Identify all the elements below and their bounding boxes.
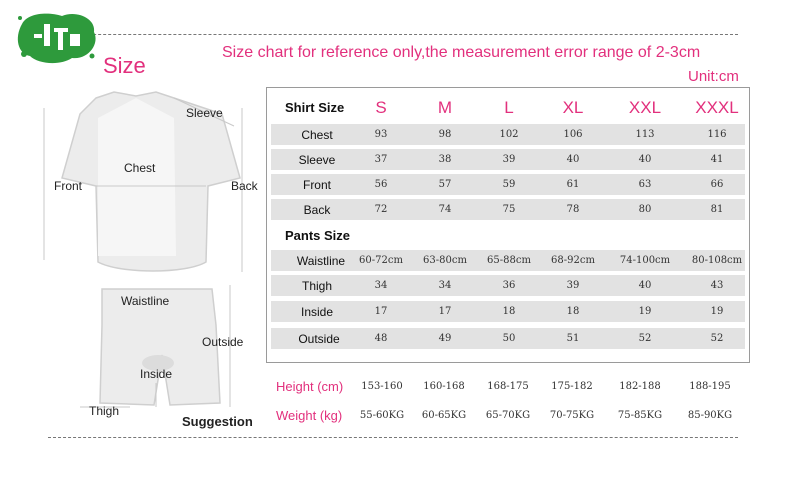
table-cell: 74-100cm xyxy=(619,255,671,266)
table-cell: 116 xyxy=(707,129,727,140)
table-cell: 93 xyxy=(374,129,388,140)
row-label: Outside xyxy=(298,331,340,346)
bottom-divider xyxy=(48,437,738,438)
table-cell: 66 xyxy=(710,179,724,190)
table-cell: 38 xyxy=(438,154,452,165)
table-cell: 19 xyxy=(638,306,652,317)
table-cell: 65-70KG xyxy=(485,409,531,421)
shorts-waistline-label: Waistline xyxy=(121,294,170,308)
table-cell: 70-75KG xyxy=(549,409,595,421)
size-m-header: M xyxy=(437,97,453,117)
row-label: Front xyxy=(302,177,331,192)
table-row xyxy=(271,149,745,170)
table-cell: 98 xyxy=(438,129,452,140)
suggestion-label: Suggestion xyxy=(182,414,253,429)
table-row xyxy=(271,275,745,296)
table-cell: 19 xyxy=(710,306,724,317)
table-cell: 36 xyxy=(502,280,516,291)
table-cell: 80 xyxy=(638,204,652,215)
table-cell: 182-188 xyxy=(619,380,661,392)
shorts-inside-label: Inside xyxy=(140,367,173,381)
table-cell: 18 xyxy=(566,306,580,317)
height-suggestion-row xyxy=(276,376,750,396)
table-cell: 57 xyxy=(438,179,452,190)
table-cell: 39 xyxy=(502,154,516,165)
table-cell: 40 xyxy=(638,280,652,291)
table-row xyxy=(271,199,745,220)
size-xxl-header: XXL xyxy=(628,97,662,117)
table-cell: 34 xyxy=(374,280,388,291)
table-row xyxy=(271,250,745,271)
shorts-outside-label: Outside xyxy=(202,335,244,349)
table-row xyxy=(271,328,745,349)
table-cell: 37 xyxy=(374,154,388,165)
shirt-size-header-row xyxy=(271,97,745,118)
table-row xyxy=(271,301,745,322)
table-cell: 17 xyxy=(438,306,452,317)
table-cell: 65-88cm xyxy=(487,255,531,266)
table-cell: 75-85KG xyxy=(617,409,663,421)
table-cell: 188-195 xyxy=(689,380,731,392)
table-cell: 43 xyxy=(710,280,724,291)
table-cell: 80-108cm xyxy=(691,255,743,266)
shorts-thigh-label: Thigh xyxy=(89,404,120,418)
shirt-sleeve-label: Sleeve xyxy=(186,106,223,120)
table-cell: 63-80cm xyxy=(423,255,467,266)
table-row xyxy=(271,124,745,145)
table-cell: 55-60KG xyxy=(359,409,405,421)
row-label: Waistline xyxy=(296,253,346,268)
table-cell: 106 xyxy=(563,129,583,140)
row-label: Thigh xyxy=(301,278,333,293)
shirt-chest-label: Chest xyxy=(124,161,156,175)
pants-size-header: Pants Size xyxy=(285,228,351,243)
shirt-back-label: Back xyxy=(231,179,258,193)
table-cell: 102 xyxy=(499,129,519,140)
row-label: Sleeve xyxy=(298,152,336,167)
table-row xyxy=(271,174,745,195)
table-cell: 41 xyxy=(710,154,724,165)
table-cell: 52 xyxy=(638,333,652,344)
table-cell: 51 xyxy=(566,333,580,344)
size-title: Size xyxy=(103,53,146,78)
size-s-header: S xyxy=(375,97,387,117)
table-cell: 72 xyxy=(374,204,388,215)
table-cell: 60-65KG xyxy=(421,409,467,421)
weight-suggestion-row xyxy=(276,405,750,425)
size-xxxl-header: XXXL xyxy=(695,97,739,117)
table-cell: 78 xyxy=(566,204,580,215)
table-cell: 60-72cm xyxy=(359,255,403,266)
brand-logo xyxy=(14,10,100,66)
table-cell: 49 xyxy=(438,333,452,344)
table-cell: 18 xyxy=(502,306,516,317)
table-cell: 113 xyxy=(635,129,655,140)
shirt-size-header: Shirt Size xyxy=(285,100,345,115)
table-cell: 59 xyxy=(502,179,516,190)
table-cell: 50 xyxy=(502,333,516,344)
table-cell: 17 xyxy=(374,306,388,317)
table-cell: 68-92cm xyxy=(551,255,595,266)
table-cell: 160-168 xyxy=(423,380,465,392)
table-cell: 175-182 xyxy=(551,380,593,392)
table-cell: 34 xyxy=(438,280,452,291)
table-cell: 56 xyxy=(374,179,388,190)
unit-label: Unit:cm xyxy=(688,68,739,85)
table-cell: 81 xyxy=(710,204,724,215)
table-cell: 153-160 xyxy=(361,380,403,392)
table-cell: 75 xyxy=(502,204,516,215)
row-label: Inside xyxy=(300,304,334,319)
table-cell: 39 xyxy=(566,280,580,291)
table-cell: 168-175 xyxy=(487,380,529,392)
height-label: Height (cm) xyxy=(276,378,344,394)
row-label: Chest xyxy=(301,127,333,142)
table-cell: 40 xyxy=(638,154,652,165)
size-l-header: L xyxy=(504,97,514,117)
size-chart-table xyxy=(266,87,750,363)
table-cell: 74 xyxy=(438,204,452,215)
table-cell: 48 xyxy=(374,333,388,344)
table-cell: 52 xyxy=(710,333,724,344)
table-cell: 61 xyxy=(566,179,580,190)
size-chart-disclaimer: Size chart for reference only,the measurement error range of 2-3cm xyxy=(222,44,701,61)
table-cell: 85-90KG xyxy=(687,409,733,421)
size-xl-header: XL xyxy=(562,97,584,117)
table-cell: 63 xyxy=(638,179,652,190)
row-label: Back xyxy=(303,202,331,217)
table-cell: 40 xyxy=(566,154,580,165)
top-divider xyxy=(48,34,738,35)
shirt-front-label: Front xyxy=(54,179,83,193)
weight-label: Weight (kg) xyxy=(276,407,343,423)
